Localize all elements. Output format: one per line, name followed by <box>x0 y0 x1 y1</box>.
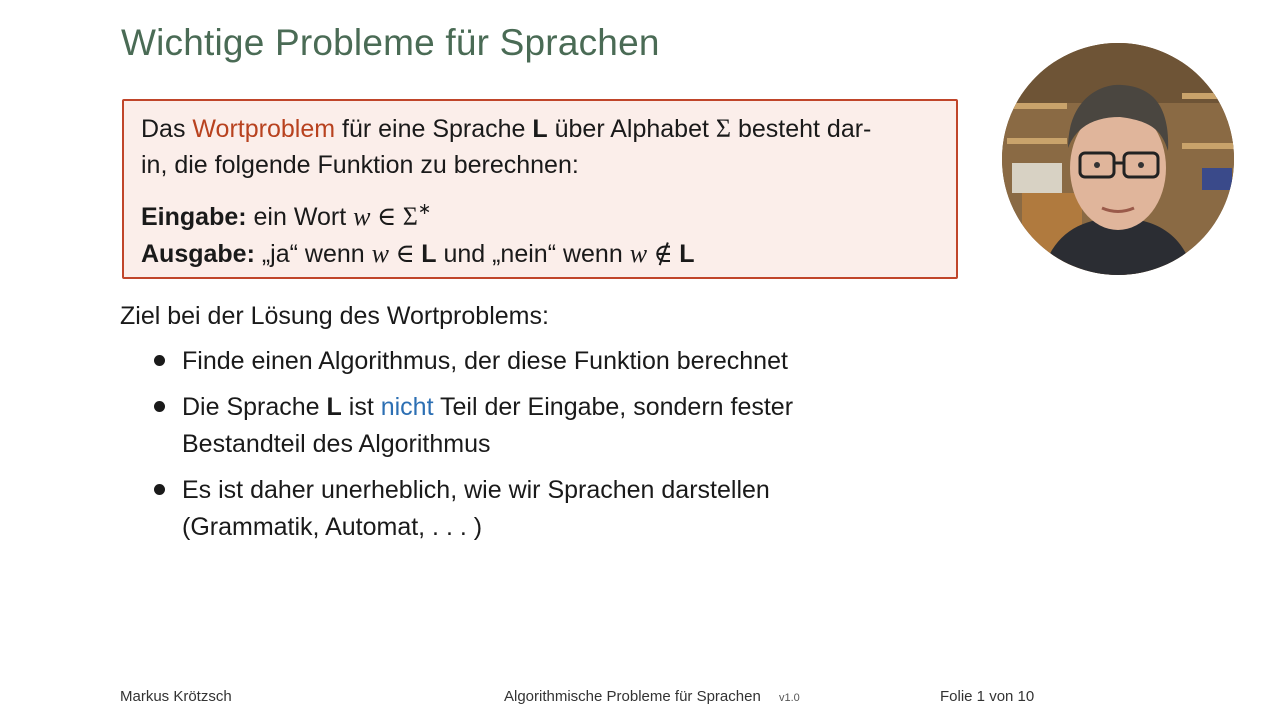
footer-page-number: Folie 1 von 10 <box>940 688 1035 705</box>
slide-title: Wichtige Probleme für Sprachen <box>121 22 660 63</box>
kleene-star: ∗ <box>417 201 432 218</box>
word-symbol: w <box>629 239 648 268</box>
definition-line-1 <box>141 114 871 144</box>
definition-box <box>122 99 958 279</box>
definition-text: über Alphabet <box>547 115 716 143</box>
output-text: und „nein“ wenn <box>436 240 630 268</box>
goal-intro: Ziel bei der Lösung des Wortproblems: <box>120 302 549 330</box>
footer-lecture <box>504 688 800 705</box>
definition-text: besteht dar- <box>731 115 872 143</box>
bullet-item-1: Finde einen Algorithmus, der diese Funktion berechnet <box>182 347 788 375</box>
language-symbol: L <box>326 393 342 421</box>
bullet-dot <box>154 401 165 412</box>
bullet-text: Teil der Eingabe, sondern fester <box>433 393 794 421</box>
bullet-item-2 <box>182 393 793 422</box>
element-symbol: ∈ <box>388 239 422 268</box>
definition-line-2: in, die folgende Funktion zu berechnen: <box>141 151 579 179</box>
definition-text: Das <box>141 115 193 143</box>
not-element-symbol: ∉ <box>647 239 680 268</box>
bullet-item-3-cont: (Grammatik, Automat, . . . ) <box>182 513 483 541</box>
word-symbol: w <box>353 202 371 231</box>
footer-author: Markus Krötzsch <box>120 688 232 705</box>
presenter-image <box>1002 43 1234 275</box>
footer-version: v1.0 <box>778 692 800 704</box>
input-text: ein Wort <box>246 203 354 231</box>
input-label: Eingabe: <box>141 203 247 231</box>
bullet-dot <box>154 355 165 366</box>
language-symbol: L <box>421 240 437 268</box>
bullet-text: ist <box>341 393 381 421</box>
word-symbol: w <box>371 239 389 268</box>
output-label: Ausgabe: <box>141 240 255 268</box>
sigma-symbol: ∈ Σ <box>370 202 418 231</box>
emphasis-nicht: nicht <box>380 393 434 421</box>
bullet-text: Die Sprache <box>182 393 327 421</box>
input-line <box>141 202 431 232</box>
language-symbol: L <box>532 115 548 143</box>
footer-lecture-title: Algorithmische Probleme für Sprachen <box>504 688 761 705</box>
bullet-item-3: Es ist daher unerheblich, wie wir Sprachen darstellen <box>182 476 770 504</box>
sigma-symbol: Σ <box>715 114 732 143</box>
bullet-dot <box>154 484 165 495</box>
definition-text: für eine Sprache <box>335 115 533 143</box>
language-symbol: L <box>679 240 695 268</box>
bullet-item-2-cont: Bestandteil des Algorithmus <box>182 430 491 458</box>
presenter-webcam <box>1002 43 1234 275</box>
term-wortproblem: Wortproblem <box>192 115 336 143</box>
output-text: „ja“ wenn <box>254 240 372 268</box>
output-line <box>141 239 695 269</box>
